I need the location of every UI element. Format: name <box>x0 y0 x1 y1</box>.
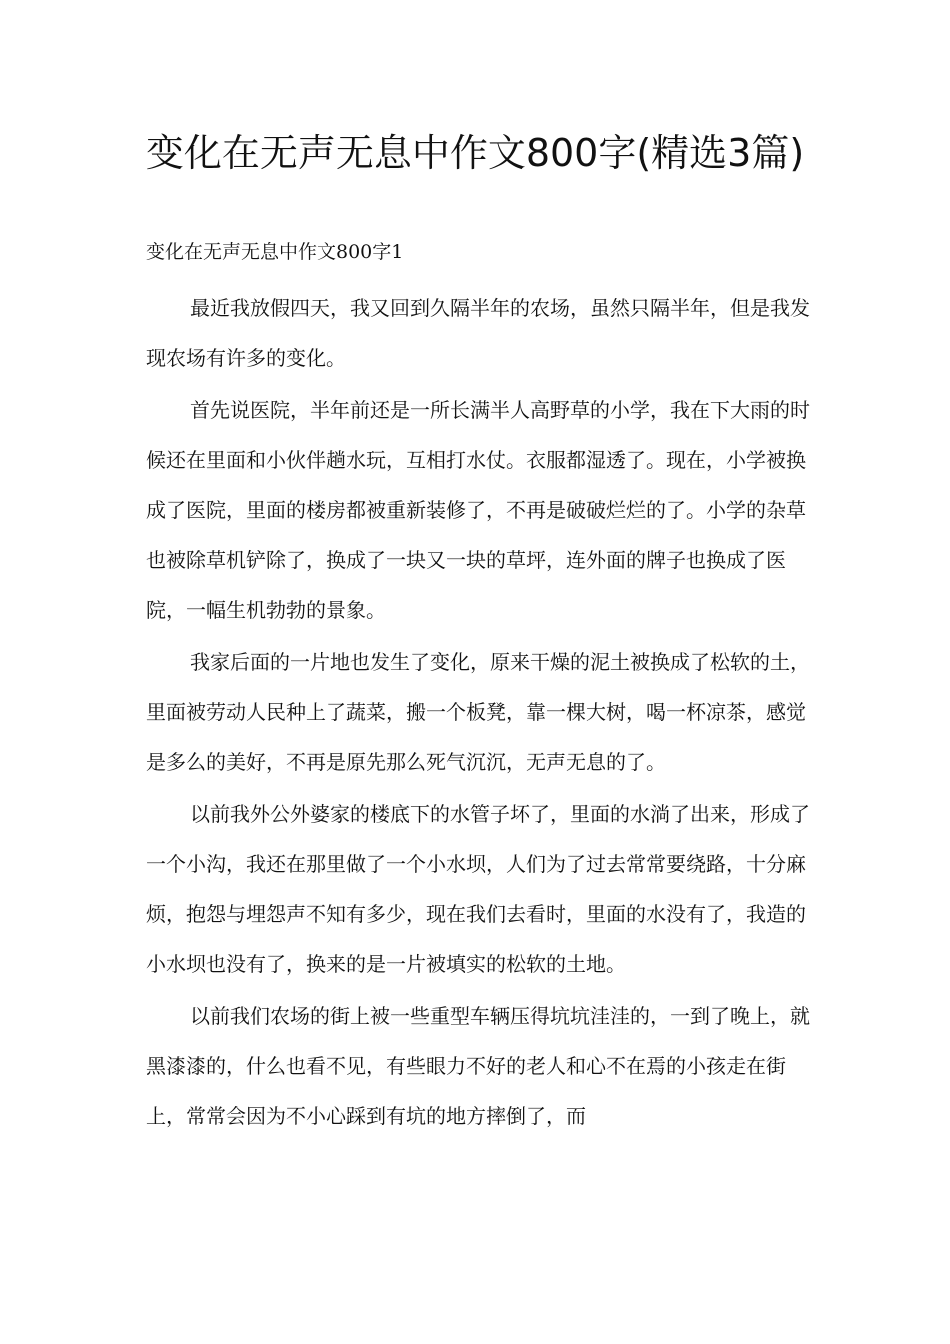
paragraph: 我家后面的一片地也发生了变化，原来干燥的泥土被换成了松软的土，里面被劳动人民种上了蔬菜，搬一个板凳，靠一棵大树，喝一杯凉茶，感觉是多么的美好，不再是原先那么死气沉沉，无声无息的了。 <box>146 650 810 774</box>
paragraph: 首先说医院，半年前还是一所长满半人高野草的小学，我在下大雨的时候还在里面和小伙伴趟水玩，互相打水仗。衣服都湿透了。现在，小学被换成了医院，里面的楼房都被重新装修了，不再是破破烂烂的了。小学的杂草也被除草机铲除了，换成了一块又一块的草坪，连外面的牌子也换成了医院，一幅生机勃勃的景象。 <box>146 398 810 622</box>
paragraph: 以前我们农场的街上被一些重型车辆压得坑坑洼洼的，一到了晚上，就黑漆漆的，什么也看不见，有些眼力不好的老人和心不在焉的小孩走在街上，常常会因为不小心踩到有坑的地方摔倒了，而 <box>146 1004 810 1128</box>
document-body <box>146 283 824 1143</box>
section-heading: 变化在无声无息中作文800字1 <box>146 241 404 263</box>
document-title: 变化在无声无息中作文800字(精选3篇) <box>145 131 805 175</box>
paragraph: 最近我放假四天，我又回到久隔半年的农场，虽然只隔半年，但是我发现农场有许多的变化。 <box>146 296 810 370</box>
paragraph: 以前我外公外婆家的楼底下的水管子坏了，里面的水淌了出来，形成了一个小沟，我还在那里做了一个小水坝，人们为了过去常常要绕路，十分麻烦，抱怨与埋怨声不知有多少，现在我们去看时，里面的水没有了，我造的小水坝也没有了，换来的是一片被填实的松软的土地。 <box>146 802 810 976</box>
